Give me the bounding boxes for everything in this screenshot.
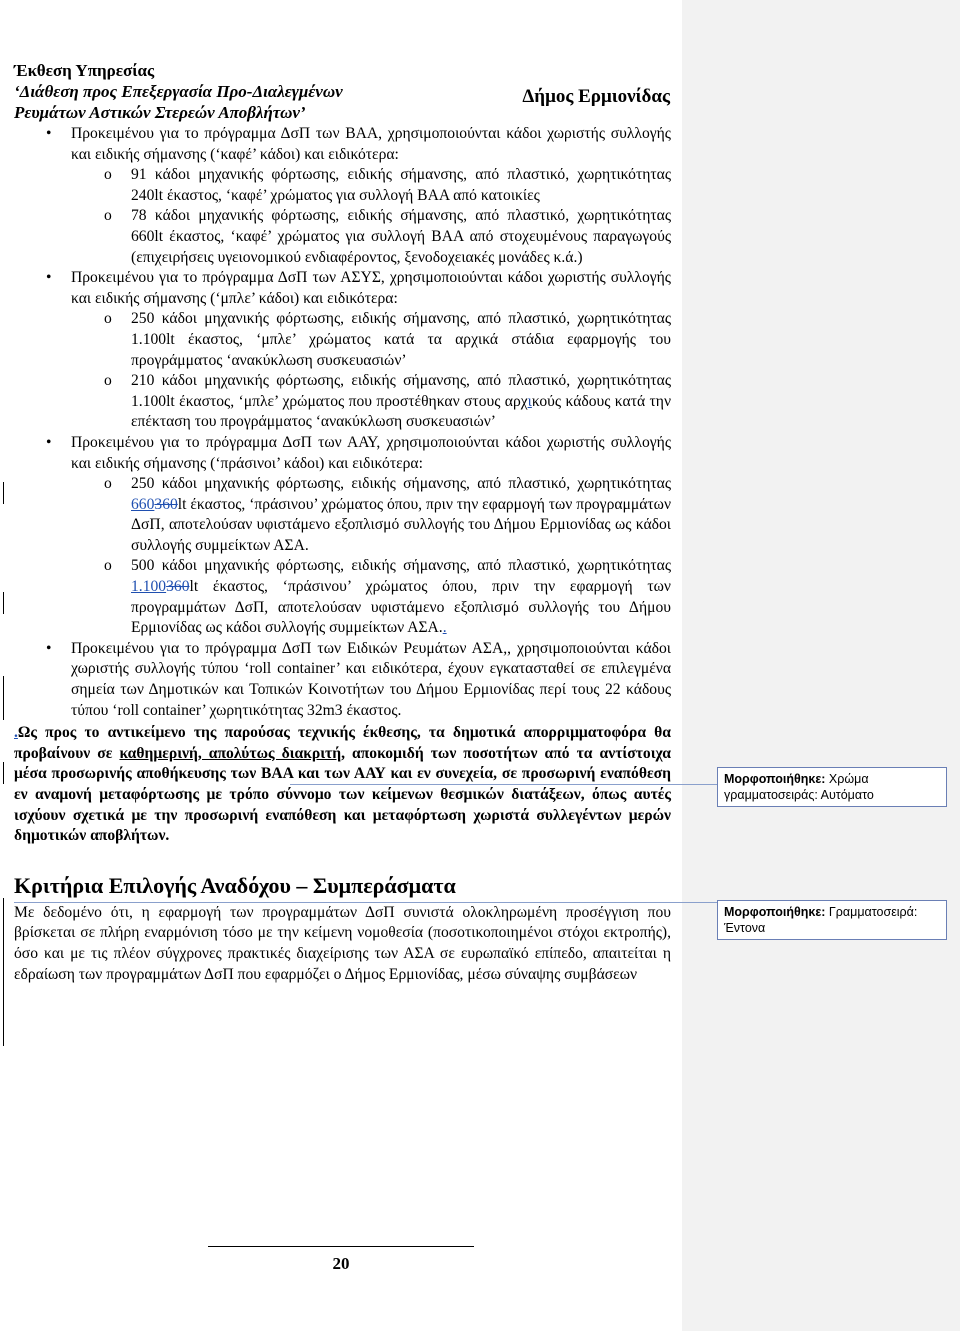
municipality-name: Δήμος Ερμιονίδας [522,86,670,107]
list-item-special: • Προκειμένου για το πρόγραμμα ΔσΠ των Ειδικών Ρευμάτων ΑΣΑ,, χρησιμοποιούνται κάδοι χωριστής συλλογής τύπου ‘roll container’ και ειδικότερα, έχουν εγκατασταθεί σε επιλεγμένα σημεία των Δημοτικών και Τοπικών Κοινοτήτων του Δήμου Ερμιονίδας περί τους 22 κάδους τύπου ‘roll container’ χωρητικότητας 32m3 έκαστος. [46,639,671,719]
change-bar [3,698,4,720]
section-heading: Κριτήρια Επιλογής Αναδόχου – Συμπεράσματα [14,872,456,898]
sub-item-aay-1: o 250 κάδοι μηχανικής φόρτωσης, ειδικής σήμανσης, από πλαστικό, χωρητικότητας 660360lt έκαστος, ‘πράσινου’ χρώματος όπου, πριν την εφαρμογή των προγραμμάτων ΔσΠ, αποτελούσαν υφιστάμενο εξοπλισμό συλλογής του Δήμου Ερμιονίδας ως κάδοι συλλογής συμμείκτων ΑΣΑ. [104,475,671,554]
underlined-phrase: καθημερινή, απολύτως διακριτή, [119,744,345,762]
document-body [14,124,671,985]
change-bar [3,592,4,614]
inserted-text: . [14,724,18,742]
deleted-text: 360 [154,495,178,513]
sub-item-baa-2: o 78 κάδοι μηχανικής φόρτωσης, ειδικής σήμανσης, από πλαστικό, χωρητικότητας 660lt έκαστος, ‘καφέ’ χρώματος για συλλογή ΒΑΑ από στοχευμένους παραγωγούς (επιχειρήσεις υγειονομικού ενδιαφέροντος, ξενοδοχειακές μονάδες κ.ά.) [104,207,671,266]
change-bar [3,482,4,504]
comment-connector [14,902,717,903]
change-bar [3,762,4,784]
format-comment-balloon[interactable]: Μορφοποιήθηκε: Γραμματοσειρά: Έντονα [717,900,947,940]
sub-item-asys-1: o 250 κάδοι μηχανικής φόρτωσης, ειδικής σήμανσης, από πλαστικό, χωρητικότητας 1.100lt έκαστος, ‘μπλε’ χρώματος κατά τα αρχικά στάδια εφαρμογής του προγράμματος ‘ανακύκλωση συσκευασιών’ [104,310,671,369]
inserted-text: 660 [131,495,155,513]
sub-item-baa-1: o 91 κάδοι μηχανικής φόρτωσης, ειδικής σήμανσης, από πλαστικό, χωρητικότητας 240lt έκαστος, ‘καφέ’ χρώματος για συλλογή ΒΑΑ από κατοικίες [104,166,671,204]
change-bar [3,898,4,1046]
report-title: Έκθεση Υπηρεσίας [14,61,155,80]
conclusion-paragraph: .Ως προς το αντικείμενο της παρούσας τεχνικής έκθεσης, τα δημοτικά απορριμματοφόρα θα προβαίνουν σε καθημερινή, απολύτως διακριτή, αποκομιδή των ποσοτήτων από τα αντίστοιχα μέσα προσωρινής αποθήκευσης των ΒΑΑ και των ΑΑΥ και εν συνεχεία, σε προσωρινή εναπόθεση εν αναμονή μεταφόρτωσης με τρόπο σύννομο των κείμενων θεσμικών διατάξεων, όπως αυτές ισχύουν σχετικά με την προσωρινή εναπόθεση και μεταφόρτωση χωριστά συλλεγέντων μερών δημοτικών αποβλήτων. [14,724,671,845]
report-subtitle-line1: ‘Διάθεση προς Επεξεργασία Προ-Διαλεγμένων [14,82,343,101]
inserted-text: ι [527,392,532,410]
page-header [14,60,674,123]
comment-margin-pane [682,0,960,1331]
inserted-text: 1.100 [131,578,167,596]
report-subtitle-line2: Ρευμάτων Αστικών Στερεών Αποβλήτων’ [14,103,306,122]
list-item-asys: • Προκειμένου για το πρόγραμμα ΔσΠ των ΑΣΥΣ, χρησιμοποιούνται κάδοι χωριστής συλλογής και ειδικής σήμανσης (‘μπλε’ κάδοι) και ειδικότερα: [46,269,671,307]
sub-item-aay-2: o 500 κάδοι μηχανικής φόρτωσης, ειδικής σήμανσης, από πλαστικό, χωρητικότητας 1.100360lt έκαστος, ‘πράσινου’ χρώματος όπου, πριν την εφαρμογή των προγραμμάτων ΔσΠ, αποτελούσαν υφιστάμενο εξοπλισμό συλλογής του Δήμου Ερμιονίδας ως κάδοι συλλογής συμμείκτων ΑΣΑ.. [104,557,671,637]
list-item-baa: • Προκειμένου για το πρόγραμμα ΔσΠ των ΒΑΑ, χρησιμοποιούνται κάδοι χωριστής συλλογής και ειδικής σήμανσης (‘καφέ’ κάδοι) και ειδικότερα: [46,125,671,163]
format-comment-balloon[interactable]: Μορφοποιήθηκε: Χρώμα γραμματοσειράς: Αυτόματο [717,767,947,807]
page-number: 20 [332,1254,350,1273]
list-item-aay: • Προκειμένου για το πρόγραμμα ΔσΠ των ΑΑΥ, χρησιμοποιούνται κάδοι χωριστής συλλογής και ειδικής σήμανσης (‘πράσινοι’ κάδοι) και ειδικότερα: [46,433,671,472]
footer-rule [208,1246,474,1247]
change-bar [3,676,4,698]
sub-item-asys-2: o 210 κάδοι μηχανικής φόρτωσης, ειδικής σήμανσης, από πλαστικό, χωρητικότητας 1.100lt έκαστος, ‘μπλε’ χρώματος που προστέθηκαν στους αρχικούς κάδους κατά την επέκταση του προγράμματος ‘ανακύκλωση συσκευασιών’ [104,372,671,431]
inserted-text: . [442,619,447,637]
deleted-text: 360 [166,578,190,596]
comment-connector [290,784,717,785]
section-paragraph: Με δεδομένο ότι, η εφαρμογή των προγραμμάτων ΔσΠ συνιστά ολοκληρωμένη προσέγγιση που βρίσκεται σε πλήρη εναρμόνιση τόσο με την κείμενη νομοθεσία (ποσοτικοποιημένοι στόχοι εκτροπής), όσο και με τις πλέον σύγχρονες πρακτικές διαχείρισης των ΑΣΑ σε ευρωπαϊκό επίπεδο, απαιτείται η εδραίωση των προγραμμάτων ΔσΠ που εφαρμόζει ο Δήμος Ερμιονίδας, μέσω σύναψης συμβάσεων [14,903,671,983]
